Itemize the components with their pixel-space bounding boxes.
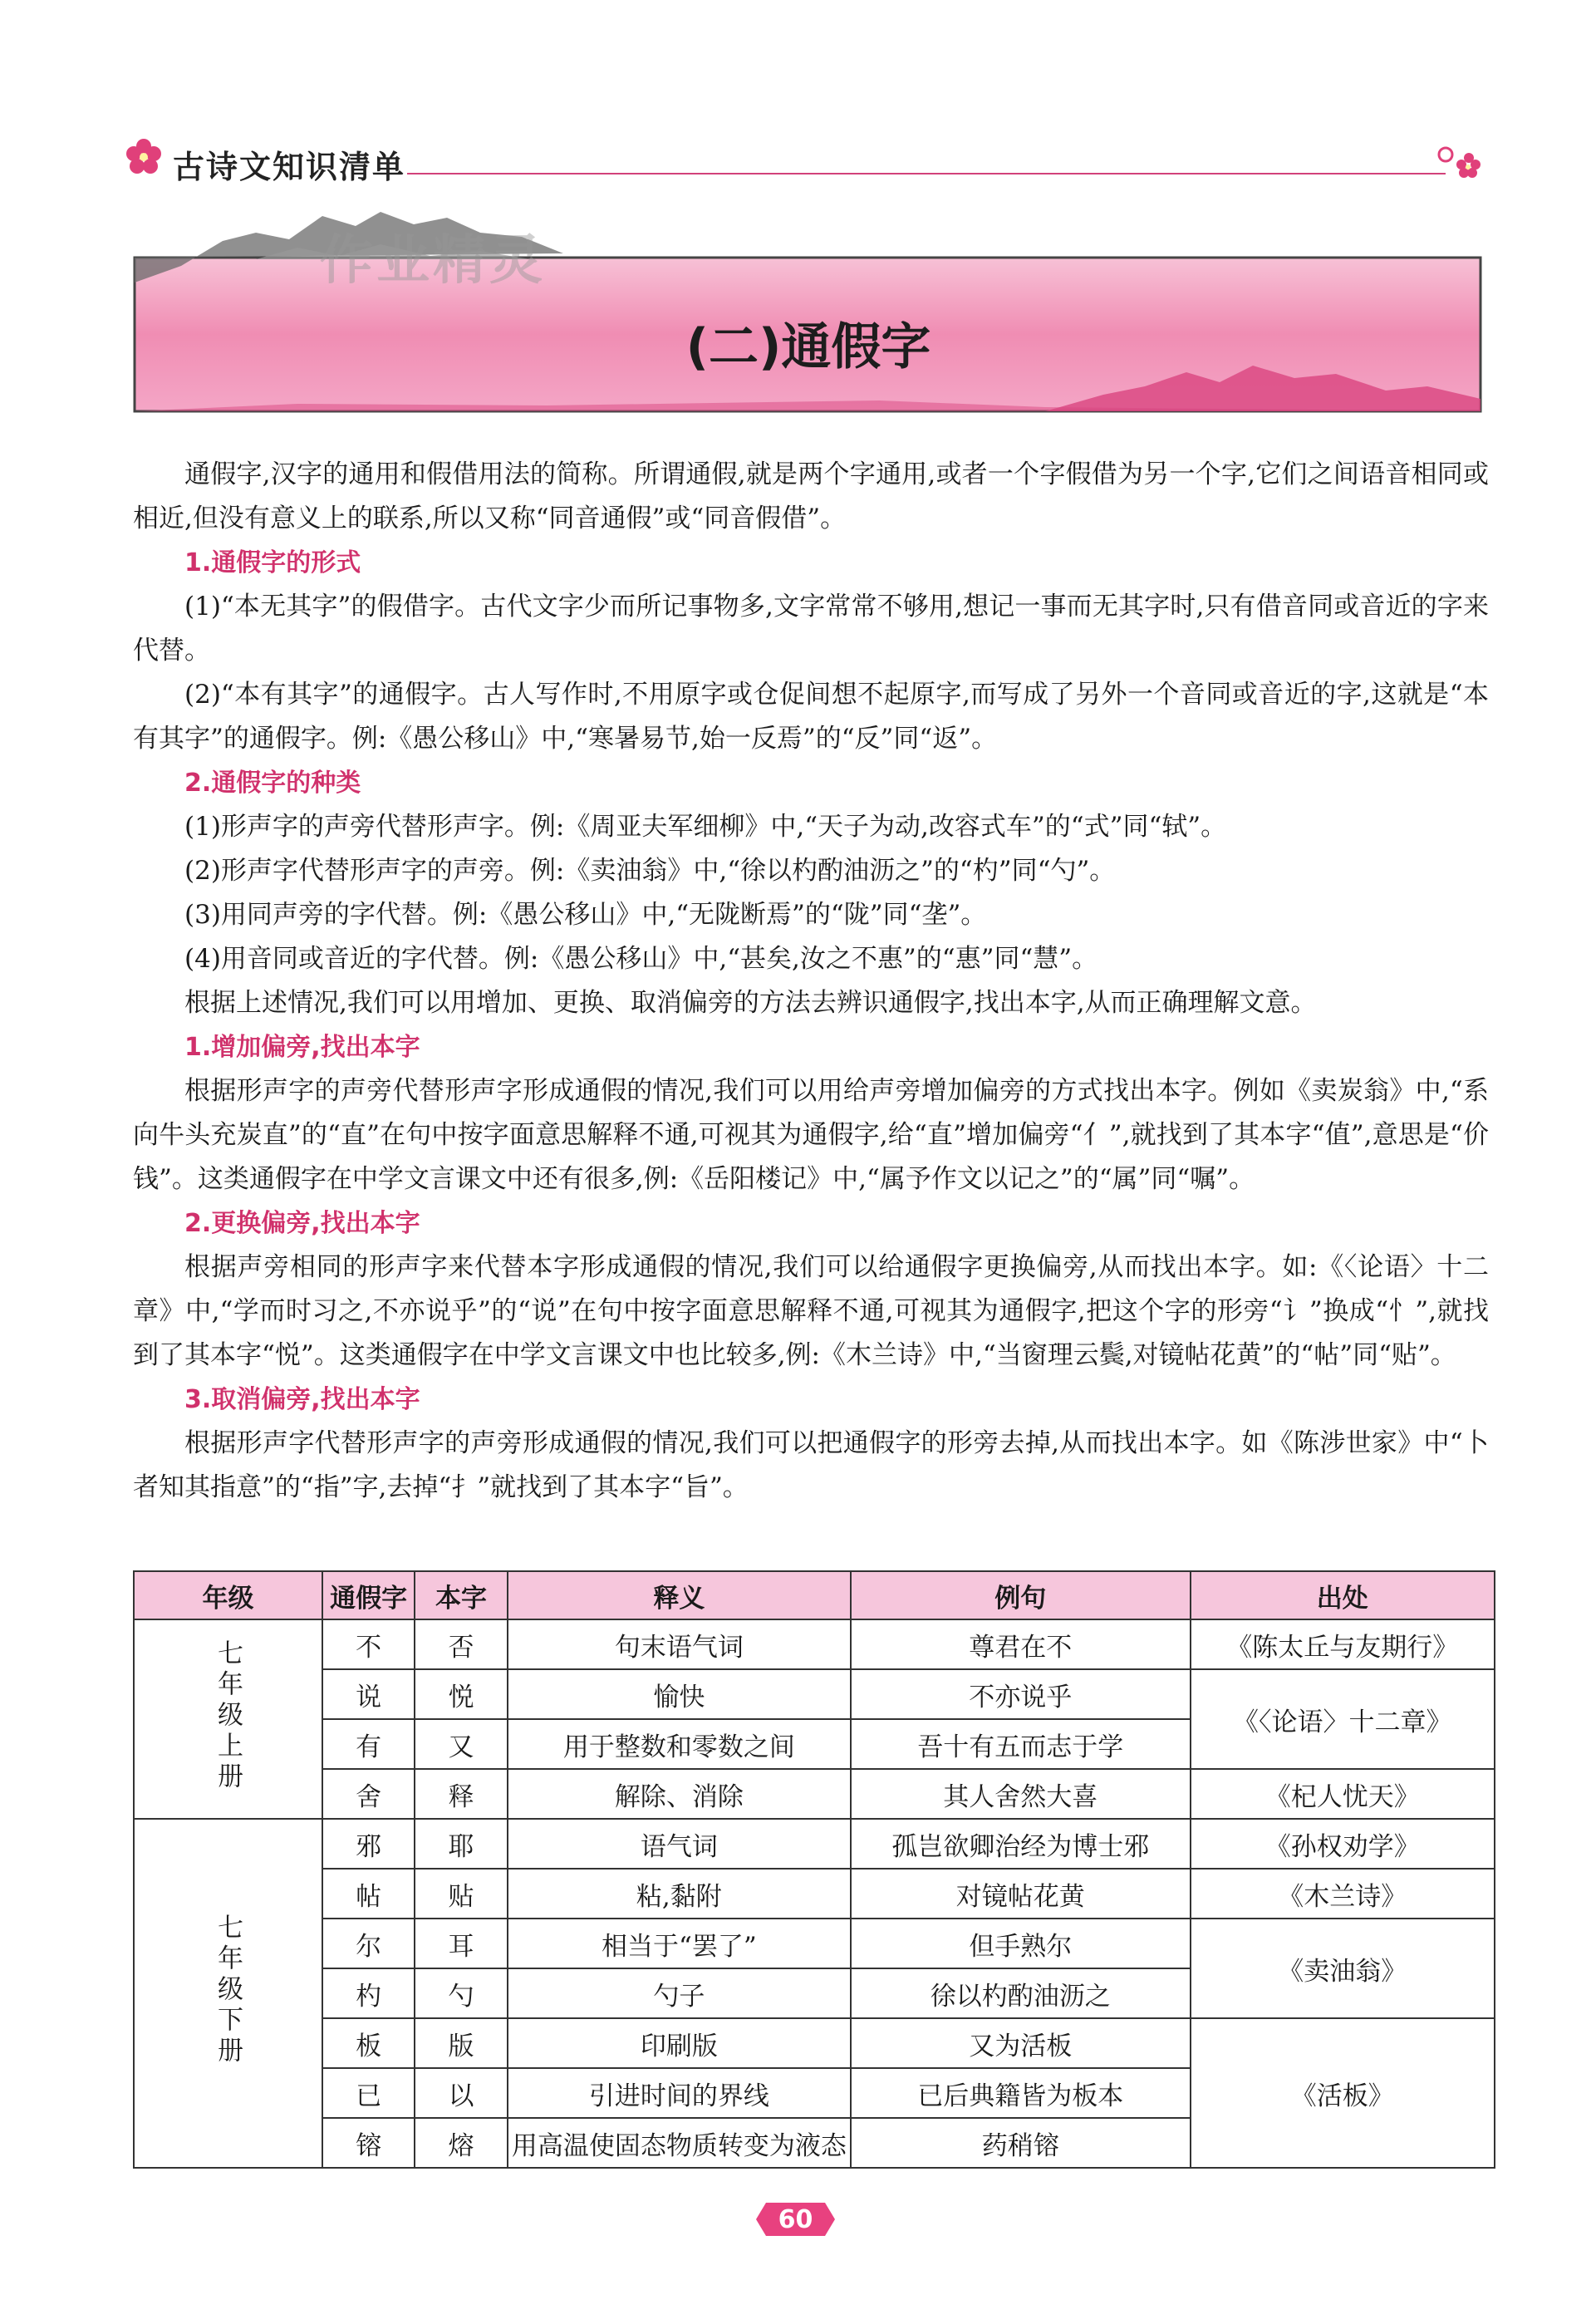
tongjia-char: 有 <box>322 1719 415 1769</box>
paragraph: (4)用音同或音近的字代替。例:《愚公移山》中,“甚矣,汝之不惠”的“惠”同“慧”。 <box>184 944 1098 974</box>
meaning: 解除、消除 <box>508 1769 851 1819</box>
paragraph: 根据声旁相同的形声字来代替本字形成通假的情况,我们可以给通假字更换偏旁,从而找出本字。如:《〈论语〉十二章》中,“学而时习之,不亦说乎”的“说”在句中按字面意思解释不通,可视其为通假字,把这个字的形旁“讠”换成“忄”,就找到了其本字“悦”。这类通假字在中学文言课文中也比较多,例:《木兰诗》中,“当窗理云鬓,对镜帖花黄”的“帖”同“贴”。 <box>133 1252 1489 1370</box>
example: 对镜帖花黄 <box>851 1869 1191 1919</box>
table-row <box>134 2018 1495 2068</box>
meaning: 勺子 <box>508 1968 851 2018</box>
tongjia-char: 板 <box>322 2018 415 2068</box>
source: 《卖油翁》 <box>1191 1919 1495 2018</box>
source: 《孙权劝学》 <box>1191 1819 1495 1869</box>
example: 孤岂欲卿治经为博士邪 <box>851 1819 1191 1869</box>
original-char: 耶 <box>415 1819 507 1869</box>
paragraph: 根据形声字的声旁代替形声字形成通假的情况,我们可以用给声旁增加偏旁的方式找出本字。例如《卖炭翁》中,“系向牛头充炭直”的“直”在句中按字面意思解释不通,可视其为通假字,给“直”增加偏旁“亻”,就找到了其本字“值”,意思是“价钱”。这类通假字在中学文言课文中还有很多,例:《岳阳楼记》中,“属予作文以记之”的“属”同“嘱”。 <box>133 1076 1489 1194</box>
source: 《木兰诗》 <box>1191 1869 1495 1919</box>
original-char: 勺 <box>415 1968 507 2018</box>
table-row <box>134 1619 1495 1669</box>
example: 其人舍然大喜 <box>851 1769 1191 1819</box>
example: 又为活板 <box>851 2018 1191 2068</box>
meaning: 用于整数和零数之间 <box>508 1719 851 1769</box>
original-char: 以 <box>415 2068 507 2118</box>
source: 《〈论语〉十二章》 <box>1191 1669 1495 1769</box>
header-cell: 通假字 <box>322 1571 415 1619</box>
paragraph: (1)形声字的声旁代替形声字。例:《周亚夫军细柳》中,“天子为动,改容式车”的“式”同“轼”。 <box>184 812 1227 842</box>
section-heading: 1.增加偏旁,找出本字 <box>184 1033 420 1062</box>
section-heading: 3.取消偏旁,找出本字 <box>184 1385 420 1414</box>
example: 但手熟尔 <box>851 1919 1191 1968</box>
meaning: 粘,黏附 <box>508 1869 851 1919</box>
table-row <box>134 1869 1495 1919</box>
header-cell: 年级 <box>134 1571 322 1619</box>
table-row <box>134 1919 1495 1968</box>
tongjia-char: 杓 <box>322 1968 415 2018</box>
paragraph: (3)用同声旁的字代替。例:《愚公移山》中,“无陇断焉”的“陇”同“垄”。 <box>184 900 987 930</box>
tongjia-char: 镕 <box>322 2118 415 2168</box>
meaning: 相当于“罢了” <box>508 1919 851 1968</box>
original-char: 又 <box>415 1719 507 1769</box>
section-heading: 2.通假字的种类 <box>184 769 361 798</box>
banner-title: (二)通假字 <box>685 318 931 376</box>
intro-paragraph: 通假字,汉字的通用和假借用法的简称。所谓通假,就是两个字通用,或者一个字假借为另一个字,它们之间语音相同或相近,但没有意义上的联系,所以又称“同音通假”或“同音假借”。 <box>133 459 1489 533</box>
original-char: 耳 <box>415 1919 507 1968</box>
watermark: 作业精灵 <box>320 230 546 292</box>
example: 不亦说乎 <box>851 1669 1191 1719</box>
example: 尊君在不 <box>851 1619 1191 1669</box>
table-header-row <box>134 1571 1495 1619</box>
grade-cell: 七年级上册 <box>134 1619 322 1819</box>
header-cell: 例句 <box>851 1571 1191 1619</box>
original-char: 版 <box>415 2018 507 2068</box>
flower-icon <box>125 138 163 176</box>
original-char: 熔 <box>415 2118 507 2168</box>
paragraph: (2)“本有其字”的通假字。古人写作时,不用原字或仓促间想不起原字,而写成了另外一个音同或音近的字,这就是“本有其字”的通假字。例:《愚公移山》中,“寒暑易节,始一反焉”的“反”同“返”。 <box>133 680 1489 754</box>
tongjiazi-table <box>133 1570 1495 2169</box>
tongjia-char: 说 <box>322 1669 415 1719</box>
flower-decoration-icon <box>1429 140 1487 181</box>
original-char: 否 <box>415 1619 507 1669</box>
tongjia-char: 尔 <box>322 1919 415 1968</box>
section-heading: 2.更换偏旁,找出本字 <box>184 1209 420 1238</box>
example: 药稍镕 <box>851 2118 1191 2168</box>
page-header <box>125 133 1487 183</box>
grade-cell: 七年级下册 <box>134 1819 322 2168</box>
header-title: 古诗文知识清单 <box>173 149 406 185</box>
original-char: 贴 <box>415 1869 507 1919</box>
example: 徐以杓酌油沥之 <box>851 1968 1191 2018</box>
tongjia-char: 不 <box>322 1619 415 1669</box>
meaning: 印刷版 <box>508 2018 851 2068</box>
header-cell: 出处 <box>1191 1571 1495 1619</box>
table-row <box>134 1769 1495 1819</box>
header-rule <box>407 173 1446 174</box>
meaning: 用高温使固态物质转变为液态 <box>508 2118 851 2168</box>
original-char: 释 <box>415 1769 507 1819</box>
source: 《陈太丘与友期行》 <box>1191 1619 1495 1669</box>
table-row <box>134 1819 1495 1869</box>
meaning: 愉快 <box>508 1669 851 1719</box>
tongjia-char: 舍 <box>322 1769 415 1819</box>
page-number <box>748 2200 843 2238</box>
source: 《活板》 <box>1191 2018 1495 2168</box>
tongjia-char: 已 <box>322 2068 415 2118</box>
article-body <box>133 453 1489 1510</box>
original-char: 悦 <box>415 1669 507 1719</box>
tongjia-char: 帖 <box>322 1869 415 1919</box>
paragraph: 根据上述情况,我们可以用增加、更换、取消偏旁的方法去辨识通假字,找出本字,从而正确理解文意。 <box>184 988 1317 1018</box>
meaning: 句末语气词 <box>508 1619 851 1669</box>
meaning: 语气词 <box>508 1819 851 1869</box>
example: 已后典籍皆为板本 <box>851 2068 1191 2118</box>
header-cell: 本字 <box>415 1571 507 1619</box>
tongjia-char: 邪 <box>322 1819 415 1869</box>
page-number-text: 60 <box>778 2205 813 2234</box>
paragraph: 根据形声字代替形声字的声旁形成通假的情况,我们可以把通假字的形旁去掉,从而找出本字。如《陈涉世家》中“卜者知其指意”的“指”字,去掉“扌”就找到了其本字“旨”。 <box>133 1428 1489 1502</box>
source: 《杞人忧天》 <box>1191 1769 1495 1819</box>
paragraph: (1)“本无其字”的假借字。古代文字少而所记事物多,文字常常不够用,想记一事而无其字时,只有借音同或音近的字来代替。 <box>133 592 1489 666</box>
example: 吾十有五而志于学 <box>851 1719 1191 1769</box>
paragraph: (2)形声字代替形声字的声旁。例:《卖油翁》中,“徐以杓酌油沥之”的“杓”同“勺”。 <box>184 856 1116 886</box>
meaning: 引进时间的界线 <box>508 2068 851 2118</box>
header-cell: 释义 <box>508 1571 851 1619</box>
table-row <box>134 1669 1495 1719</box>
section-heading: 1.通假字的形式 <box>184 548 361 577</box>
